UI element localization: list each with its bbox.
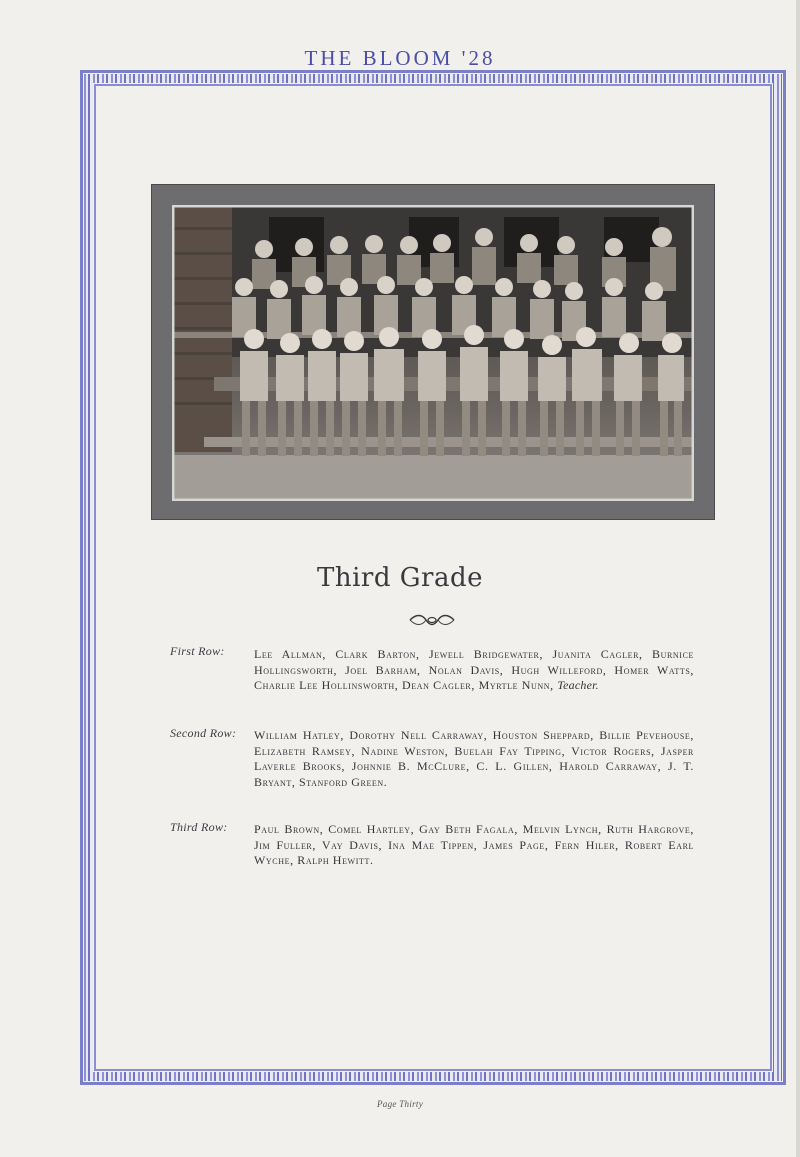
row-names-first [254,647,694,694]
photo-illustration [174,207,692,499]
first-row-names: Lee Allman, Clark Barton, Jewell Bridgewater, Juanita Cagler, Burnice Hollingsworth, Joel Barham, Nolan Davis, Hugh Willeford, Homer Watts, Charlie Lee Hollinsworth, Dean Cagler, Myrtle Nunn, [254,647,694,693]
teacher-note: Teacher. [557,678,599,693]
flourish-ornament-icon [408,613,456,627]
section-title: Third Grade [317,563,483,593]
row-names-second: William Hatley, Dorothy Nell Carraway, Houston Sheppard, Billie Pevehouse, Elizabeth Ramsey, Nadine Weston, Buelah Fay Tipping, Victor Rogers, Jasper Laverle Brooks, Johnnie B. McClure, C. L. Gillen, Harold Carraway, J. T. Bryant, Stanford Green. [254,728,694,789]
row-label-second: Second Row: [170,726,237,740]
row-names-third: Paul Brown, Comel Hartley, Gay Beth Fagala, Melvin Lynch, Ruth Hargrove, Jim Fuller, Vay Davis, Ina Mae Tippen, James Page, Fern Hiler, Robert Earl Wyche, Ralph Hewitt. [254,822,694,868]
class-group-photo [172,205,694,501]
page-number: Page Thirty [376,1099,424,1109]
row-label-first: First Row: [170,644,225,658]
page-header: THE BLOOM '28 [304,46,496,70]
photo-mat [151,184,715,520]
row-label-third: Third Row: [170,820,228,834]
